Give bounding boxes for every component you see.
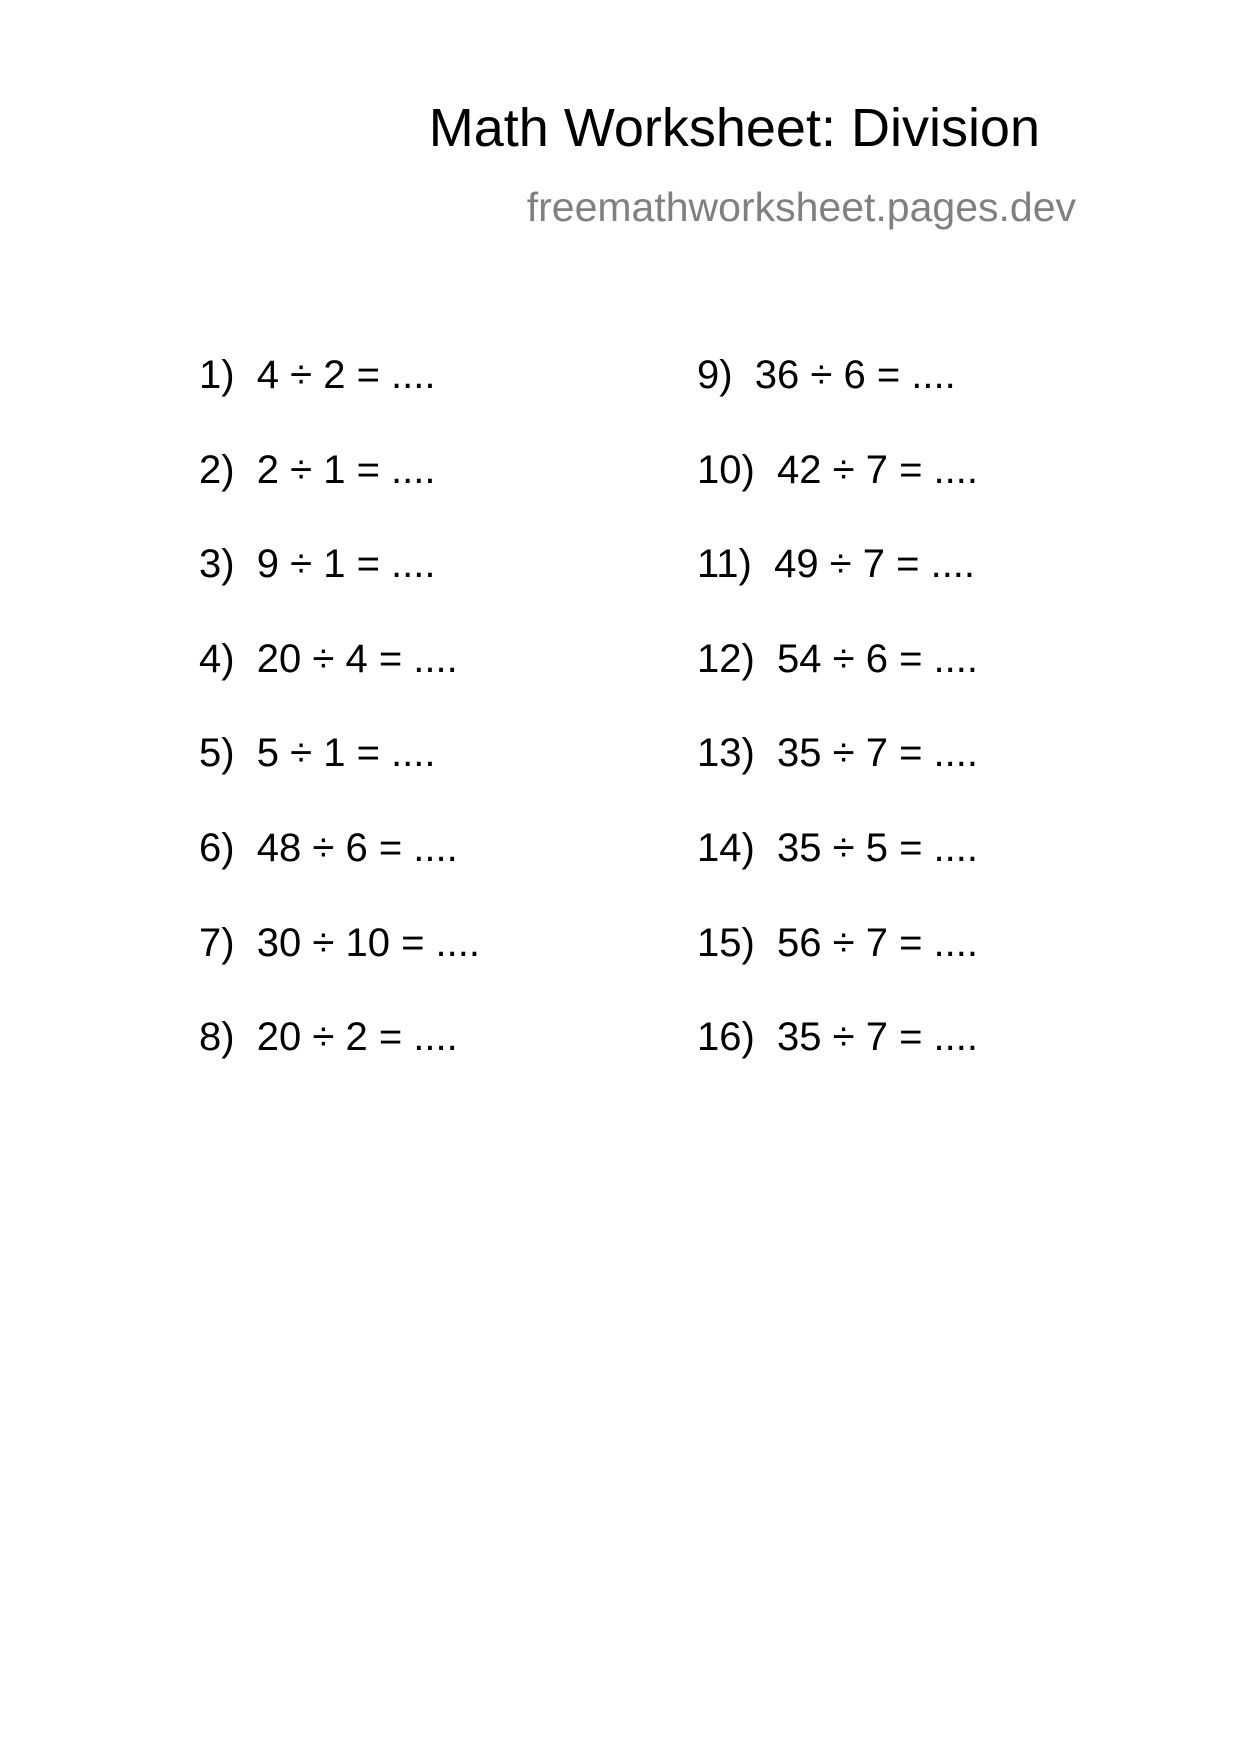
problem-item: 10) 42 ÷ 7 = .... bbox=[697, 447, 978, 492]
problem-item: 5) 5 ÷ 1 = .... bbox=[199, 731, 436, 776]
problem-item: 3) 9 ÷ 1 = .... bbox=[199, 542, 436, 587]
problem-item: 4) 20 ÷ 4 = .... bbox=[199, 636, 458, 681]
problem-item: 14) 35 ÷ 5 = .... bbox=[697, 825, 978, 870]
problem-item: 8) 20 ÷ 2 = .... bbox=[199, 1015, 458, 1060]
problem-item: 6) 48 ÷ 6 = .... bbox=[199, 825, 458, 870]
problem-item: 13) 35 ÷ 7 = .... bbox=[697, 731, 978, 776]
problem-list-left bbox=[199, 352, 480, 1109]
problem-item: 11) 49 ÷ 7 = .... bbox=[697, 542, 976, 587]
problem-item: 1) 4 ÷ 2 = .... bbox=[199, 353, 436, 397]
problem-item: 16) 35 ÷ 7 = .... bbox=[697, 1015, 978, 1060]
problem-item: 12) 54 ÷ 6 = .... bbox=[697, 636, 978, 681]
problem-list-right bbox=[697, 352, 978, 1109]
problem-item: 7) 30 ÷ 10 = .... bbox=[199, 920, 480, 965]
problem-item: 2) 2 ÷ 1 = .... bbox=[199, 447, 436, 492]
problem-item: 15) 56 ÷ 7 = .... bbox=[697, 920, 978, 965]
website-url: freemathworksheet.pages.dev bbox=[526, 184, 1076, 230]
worksheet-title: Math Worksheet: Division bbox=[428, 98, 1040, 158]
problem-item: 9) 36 ÷ 6 = .... bbox=[697, 353, 956, 397]
